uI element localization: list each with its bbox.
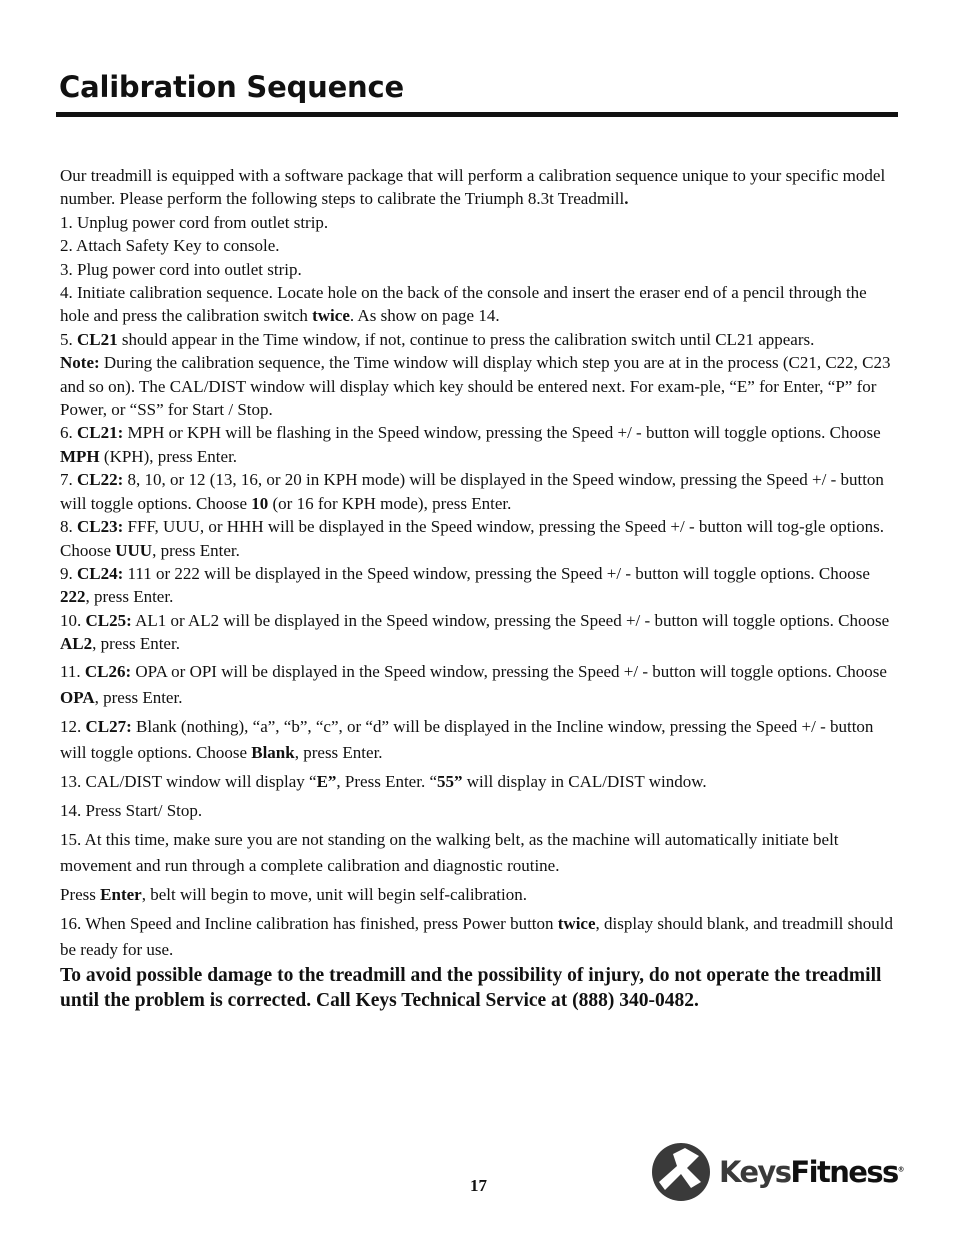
step-12-code: CL27: bbox=[85, 716, 132, 736]
step-6 bbox=[60, 421, 900, 468]
step-16 bbox=[60, 911, 900, 963]
step-9-code: CL24: bbox=[77, 563, 124, 583]
press-tail: , belt will begin to move, unit will begin self-calibration. bbox=[141, 884, 527, 904]
step-6-code: CL21: bbox=[77, 423, 124, 443]
note-label: Note: bbox=[60, 353, 100, 373]
title-rule bbox=[56, 112, 898, 117]
step-13-code: 55” bbox=[437, 771, 463, 791]
press-key: Enter bbox=[100, 884, 142, 904]
step-11-text: OPA or OPI will be displayed in the Speed window, pressing the Speed +/ - button will toggle options. Choose bbox=[131, 661, 887, 681]
step-12-num: 12. bbox=[60, 716, 86, 736]
step-9-num: 9. bbox=[60, 563, 77, 583]
step-11-code: CL26: bbox=[84, 661, 132, 681]
step-6-choice: MPH bbox=[60, 446, 100, 466]
step-8-code: CL23: bbox=[77, 517, 124, 537]
step-7-num: 7. bbox=[60, 470, 77, 490]
step-7-code: CL22: bbox=[77, 470, 124, 490]
step-10-choice: AL2 bbox=[60, 634, 93, 654]
step-12 bbox=[60, 714, 900, 766]
step-12-text: Blank (nothing), “a”, “b”, “c”, or “d” will be displayed in the Incline window, pressing the Speed +/ - button will toggle options. Choose bbox=[60, 716, 874, 762]
step-3: 3. Plug power cord into outlet strip. bbox=[60, 259, 302, 279]
step-4 bbox=[60, 281, 900, 328]
step-5-num: 5. bbox=[60, 329, 77, 349]
step-4-tail: . As show on page 14. bbox=[349, 306, 500, 326]
intro-paragraph bbox=[60, 164, 900, 211]
step-10-code: CL25: bbox=[85, 610, 132, 630]
step-12-tail: , press Enter. bbox=[294, 742, 383, 762]
step-8-tail: , press Enter. bbox=[152, 540, 240, 560]
step-13-tail: will display in CAL/DIST window. bbox=[462, 771, 707, 791]
step-10-num: 10. bbox=[60, 610, 86, 630]
press-text: Press bbox=[60, 884, 101, 904]
step-12-choice: Blank bbox=[251, 742, 295, 762]
step-9-text: 111 or 222 will be displayed in the Speed window, pressing the Speed +/ - button will toggle options. Choose bbox=[123, 563, 870, 583]
step-2: 2. Attach Safety Key to console. bbox=[60, 236, 280, 256]
keys-fitness-logo bbox=[651, 1140, 903, 1204]
step-9-tail: , press Enter. bbox=[85, 587, 174, 607]
step-7-text: 8, 10, or 12 (13, 16, or 20 in KPH mode) will be displayed in the Speed window, pressing the Speed +/ - button will toggle options. Choose bbox=[60, 470, 884, 513]
step-6-text: MPH or KPH will be flashing in the Speed window, pressing the Speed +/ - button will toggle options. Choose bbox=[123, 423, 881, 443]
page-title: Calibration Sequence bbox=[59, 70, 404, 104]
page-number: 17 bbox=[470, 1176, 487, 1195]
note-text: During the calibration sequence, the Time window will display which step you are at in the process (C21, C22, C23 and so on). The CAL/DIST window will display which key should be entered next. For exam-ple, “E” for Enter, “P” for Power, or “SS” for Start / Stop. bbox=[60, 353, 891, 420]
step-11-tail: , press Enter. bbox=[94, 687, 183, 707]
logo-word-keys: Keys bbox=[719, 1155, 791, 1189]
intro-period: . bbox=[624, 189, 629, 209]
step-13 bbox=[60, 769, 900, 795]
step-10-text: AL1 or AL2 will be displayed in the Speed window, pressing the Speed +/ - button will toggle options. Choose bbox=[131, 610, 890, 630]
step-4-text: 4. Initiate calibration sequence. Locate hole on the back of the console and insert the eraser end of a pencil through the hole and press the calibration switch bbox=[60, 283, 867, 326]
step-9 bbox=[60, 562, 900, 609]
step-13-text: 13. CAL/DIST window will display “ bbox=[60, 771, 317, 791]
step-5-code: CL21 bbox=[77, 329, 118, 349]
logo-wordmark bbox=[719, 1155, 903, 1189]
step-6-tail: (KPH), press Enter. bbox=[99, 446, 238, 466]
press-enter-line bbox=[60, 882, 900, 908]
step-15: 15. At this time, make sure you are not standing on the walking belt, as the machine will automatically initiate belt movement and run through a complete calibration and diagnostic routine. bbox=[60, 829, 839, 875]
step-11 bbox=[60, 659, 900, 711]
step-10-tail: , press Enter. bbox=[92, 634, 180, 654]
step-14: 14. Press Start/ Stop. bbox=[60, 800, 203, 820]
warning-paragraph: To avoid possible damage to the treadmill and the possibility of injury, do not operate the treadmill until the problem is corrected. Call Keys Technical Service at (888) 340-0482. bbox=[60, 964, 882, 1011]
step-13-key: E” bbox=[316, 771, 337, 791]
step-5-text: should appear in the Time window, if not, continue to press the calibration switch until CL21 appears. bbox=[117, 329, 815, 349]
note-paragraph bbox=[60, 351, 900, 421]
step-11-num: 11. bbox=[60, 661, 85, 681]
document-body bbox=[60, 164, 900, 1013]
step-13-mid: , Press Enter. “ bbox=[336, 771, 437, 791]
step-8-text: FFF, UUU, or HHH will be displayed in the Speed window, pressing the Speed +/ - button will tog-gle options. Choose bbox=[60, 517, 885, 560]
step-6-num: 6. bbox=[60, 423, 77, 443]
step-10 bbox=[60, 609, 900, 656]
step-4-bold: twice bbox=[312, 306, 350, 326]
step-7-tail: (or 16 for KPH mode), press Enter. bbox=[268, 493, 512, 513]
logo-registered-mark: ® bbox=[897, 1165, 904, 1174]
step-5 bbox=[60, 328, 900, 351]
step-7 bbox=[60, 468, 900, 515]
runner-logo-icon bbox=[651, 1142, 711, 1202]
step-7-choice: 10 bbox=[251, 493, 269, 513]
logo-word-fitness: Fitness bbox=[790, 1155, 898, 1189]
step-16-tail: , display should blank, and treadmill should be ready for use. bbox=[60, 913, 893, 959]
step-1: 1. Unplug power cord from outlet strip. bbox=[60, 212, 329, 232]
step-9-choice: 222 bbox=[60, 587, 86, 607]
step-8-num: 8. bbox=[60, 517, 77, 537]
step-8-choice: UUU bbox=[115, 540, 153, 560]
step-11-choice: OPA bbox=[60, 687, 95, 707]
intro-text: Our treadmill is equipped with a software package that will perform a calibration sequence unique to your specific model number. Please perform the following steps to calibrate the Triumph 8.3t Treadmill bbox=[60, 166, 886, 209]
step-8 bbox=[60, 515, 900, 562]
step-16-bold: twice bbox=[557, 913, 596, 933]
step-16-text: 16. When Speed and Incline calibration has finished, press Power button bbox=[60, 913, 558, 933]
